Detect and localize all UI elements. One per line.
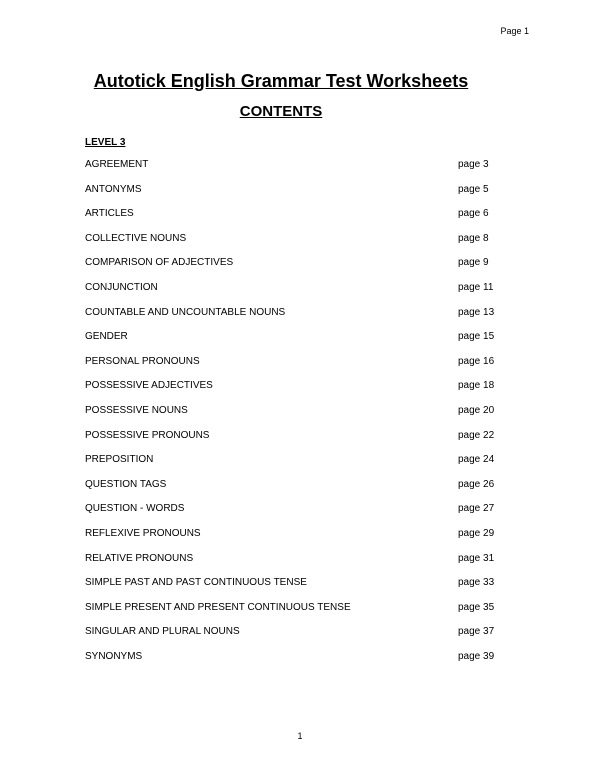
toc-entry [85,183,505,208]
toc-page-ref: page 22 [458,429,495,441]
toc-page-ref: page 24 [458,454,495,466]
toc-topic: POSSESSIVE NOUNS [85,404,188,416]
toc-page-ref: page 20 [458,404,495,416]
toc-page-ref: page 16 [458,355,495,367]
toc-page-ref: page 9 [458,257,489,269]
toc-topic: RELATIVE PRONOUNS [85,552,194,564]
toc-entry [85,158,505,183]
toc-topic: SINGULAR AND PLURAL NOUNS [85,626,240,638]
toc-entry [85,207,505,232]
toc-entry [85,379,505,404]
toc-topic: AGREEMENT [85,159,149,170]
toc-entry [85,625,505,650]
toc-entry [85,306,505,331]
toc-topic: QUESTION TAGS [85,478,167,490]
toc-entry [85,256,505,281]
toc-page-ref: page 33 [458,577,495,589]
toc-entry [85,281,505,306]
toc-topic: SIMPLE PRESENT AND PRESENT CONTINUOUS TENSE [85,601,351,613]
toc-page-ref: page 27 [458,503,495,515]
toc-page-ref: page 8 [458,232,489,244]
toc-topic: SYNONYMS [85,650,143,662]
toc-topic: PREPOSITION [85,454,154,466]
toc-entry [85,355,505,380]
toc-entry [85,429,505,454]
toc-entry [85,502,505,527]
toc-topic: GENDER [85,331,128,343]
toc-topic: QUESTION - WORDS [85,503,185,515]
toc-topic: ARTICLES [85,208,134,220]
document-title: Autotick English Grammar Test Worksheets [93,71,469,91]
toc-topic: SIMPLE PAST AND PAST CONTINUOUS TENSE [85,577,307,589]
toc-entry [85,527,505,552]
toc-page-ref: page 26 [458,478,495,490]
toc-page-ref: page 3 [458,159,489,170]
toc-entry [85,576,505,601]
toc-topic: COUNTABLE AND UNCOUNTABLE NOUNS [85,306,286,318]
toc-topic: POSSESSIVE PRONOUNS [85,429,210,441]
toc-topic: COMPARISON OF ADJECTIVES [85,257,234,269]
toc-entry [85,601,505,626]
toc-page-ref: page 37 [458,626,495,638]
toc-page-ref: page 39 [458,650,495,662]
toc-entry [85,330,505,355]
toc-topic: ANTONYMS [85,183,142,195]
page-number-footer: 1 [297,731,303,741]
toc-page-ref: page 35 [458,601,495,613]
toc-entry [85,404,505,429]
toc-page-ref: page 15 [458,331,495,343]
table-of-contents [85,158,505,674]
toc-page-ref: page 13 [458,306,495,318]
contents-heading: CONTENTS [239,103,323,120]
level-heading: LEVEL 3 [85,137,126,148]
toc-page-ref: page 5 [458,183,489,195]
toc-page-ref: page 6 [458,208,489,220]
toc-entry [85,552,505,577]
toc-entry [85,478,505,503]
page-header-label: Page 1 [500,26,529,36]
toc-topic: REFLEXIVE PRONOUNS [85,527,201,539]
toc-page-ref: page 18 [458,380,495,392]
toc-entry [85,232,505,257]
toc-entry [85,453,505,478]
toc-topic: PERSONAL PRONOUNS [85,355,200,367]
toc-page-ref: page 31 [458,552,495,564]
toc-entry [85,650,505,675]
toc-topic: POSSESSIVE ADJECTIVES [85,380,213,392]
toc-page-ref: page 29 [458,527,495,539]
toc-page-ref: page 11 [458,281,494,293]
toc-topic: COLLECTIVE NOUNS [85,232,187,244]
toc-topic: CONJUNCTION [85,281,158,293]
